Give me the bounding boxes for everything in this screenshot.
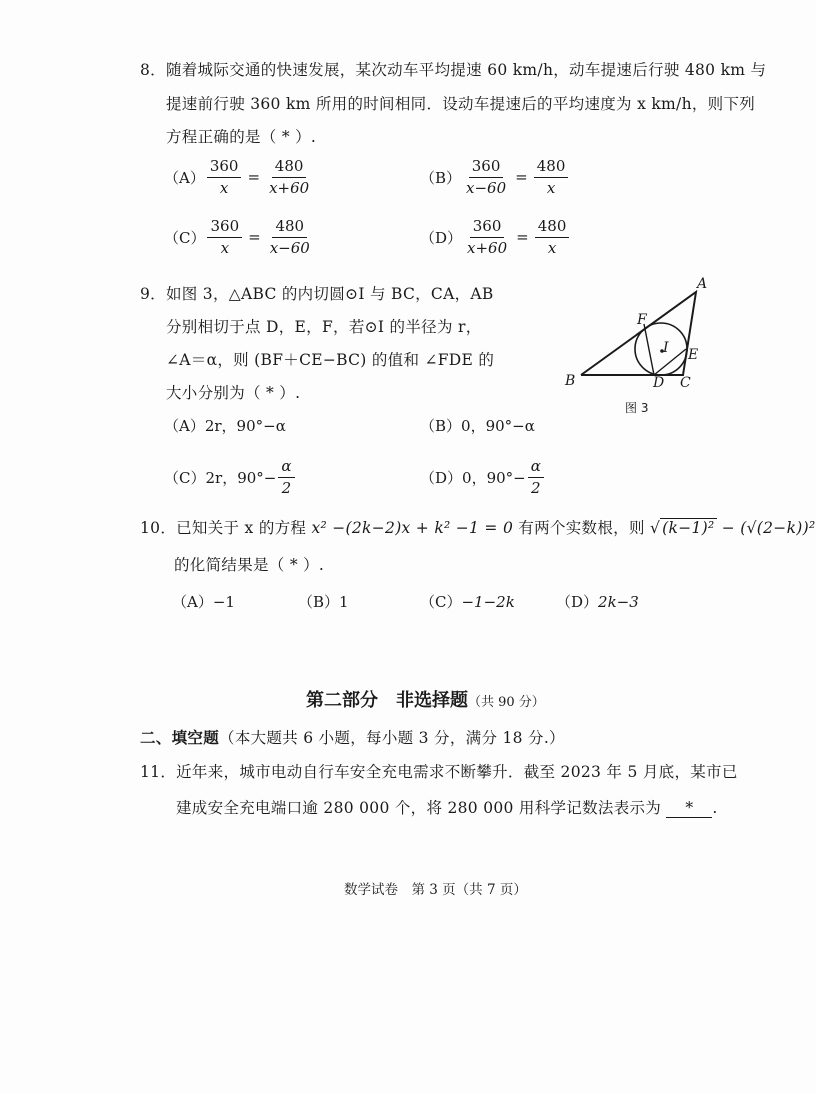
option-text: 0，90°− (462, 468, 526, 487)
option-text: −1−2k (461, 593, 515, 611)
q9-line1: 9．如图 3，△ABC 的内切圆⊙I 与 BC，CA，AB (140, 285, 494, 303)
label-b: B (565, 373, 576, 389)
option-text: 2k−3 (598, 593, 639, 611)
q10-line1: 10．已知关于 x 的方程 x² −(2k−2)x + k² −1 = 0 有两个实数根，则 √ (k−1)² − (√(2−k))² (140, 519, 816, 537)
section2-desc: （本大题共 6 小题，每小题 3 分，满分 18 分.） (219, 729, 565, 747)
figure-caption: 图 3 (625, 401, 649, 415)
option-text: 1 (339, 593, 349, 611)
label-d: D (653, 375, 665, 391)
segment-de (654, 349, 686, 375)
fraction: $\frac{\alpha}{2}$ (278, 458, 294, 496)
option-text: −1 (212, 593, 235, 611)
option-label: （B） (298, 593, 340, 611)
q10-prefix: 10．已知关于 x 的方程 (140, 519, 307, 537)
q8-option-d: （D） $\frac{360}{x+60}$ = $\frac{480}{x}$ (420, 218, 571, 256)
fraction: $\frac{480}{x}$ (535, 218, 570, 256)
q10-expr-b: (√(2−k))² (740, 519, 816, 537)
part2-title (306, 686, 545, 712)
q11-line2 (176, 796, 718, 818)
label-f: F (637, 312, 647, 328)
fraction: $\frac{480}{x-60}$ (269, 217, 310, 257)
option-label: （A） (164, 417, 205, 435)
q10-equation: x² −(2k−2)x + k² −1 = 0 (311, 519, 514, 537)
part2-title-text: 第二部分 非选择题 (306, 690, 468, 711)
q8-option-c: （C） $\frac{360}{x}$ = $\frac{480}{x-60}$ (164, 218, 315, 256)
q10-expr-a: (k−1)² (662, 519, 715, 537)
option-label: （C） (164, 228, 206, 247)
q8-line1: 8．随着城际交通的快速发展，某次动车平均提速 60 km/h，动车提速后行驶 480 km 与 (140, 61, 767, 79)
label-c: C (680, 375, 691, 391)
option-label: （D） (420, 228, 463, 247)
fraction: $\frac{480}{x}$ (534, 158, 569, 196)
q8-line3: 方程正确的是（ * ）. (166, 128, 317, 146)
section2-heading-line (140, 726, 565, 748)
part2-score: （共 90 分） (468, 695, 545, 710)
option-label: （A） (172, 593, 213, 611)
fraction: $\frac{360}{x-60}$ (466, 157, 507, 197)
option-text: 2r，90°− (205, 468, 277, 487)
fraction: $\frac{360}{x}$ (207, 158, 242, 196)
q9-line4: 大小分别为（ * ）. (166, 384, 301, 402)
q8-option-a: （A） $\frac{360}{x}$ = $\frac{480}{x+60}$ (164, 158, 314, 196)
option-label: （B） (420, 417, 462, 435)
q11-end: . (712, 799, 718, 817)
q9-option-a (164, 415, 286, 436)
option-label: （C） (164, 468, 206, 487)
q9-option-d (420, 458, 546, 496)
q9-line2: 分别相切于点 D，E，F，若⊙I 的半径为 r， (166, 318, 482, 336)
q10-option-a (172, 591, 235, 612)
triangle-incircle-figure (555, 272, 715, 422)
q8-option-b: （B） $\frac{360}{x-60}$ = $\frac{480}{x}$ (420, 158, 570, 196)
option-text: 0，90°−α (461, 417, 535, 435)
segment-fd (644, 324, 654, 375)
option-text: 2r，90°−α (204, 417, 286, 435)
section2-heading: 二、填空题 (140, 728, 220, 747)
option-label: （A） (164, 168, 205, 187)
q9-line3: ∠A＝α，则 (BF＋CE−BC) 的值和 ∠FDE 的 (166, 351, 495, 369)
answer-blank: * (666, 799, 712, 818)
fraction: $\frac{360}{x+60}$ (467, 217, 508, 257)
label-a: A (697, 276, 708, 292)
page-footer: 数学试卷 第 3 页（共 7 页） (344, 882, 527, 898)
option-label: （D） (420, 468, 463, 487)
q9-option-b (420, 415, 535, 436)
fraction: $\frac{\alpha}{2}$ (528, 458, 544, 496)
incircle (635, 323, 687, 375)
q10-option-b (298, 591, 349, 612)
q10-option-d (556, 591, 639, 612)
label-i: I (663, 340, 669, 356)
q10-line2: 的化简结果是（ * ）. (174, 556, 325, 574)
option-label: （B） (420, 168, 462, 187)
q11-line2-text: 建成安全充电端口逾 280 000 个，将 280 000 用科学记数法表示为 (176, 799, 662, 817)
q9-option-c (164, 458, 297, 496)
fraction: $\frac{480}{x+60}$ (269, 157, 310, 197)
option-label: （C） (420, 593, 462, 611)
option-label: （D） (556, 593, 599, 611)
q10-option-c (420, 591, 515, 612)
q10-middle: 有两个实数根，则 (518, 519, 645, 537)
q8-line2: 提速前行驶 360 km 所用的时间相同．设动车提速后的平均速度为 x km/h，则下列 (166, 95, 756, 113)
label-e: E (688, 347, 699, 363)
q11-line1: 11．近年来，城市电动自行车安全充电需求不断攀升．截至 2023 年 5 月底，某市已 (140, 763, 738, 781)
fraction: $\frac{360}{x}$ (207, 218, 242, 256)
